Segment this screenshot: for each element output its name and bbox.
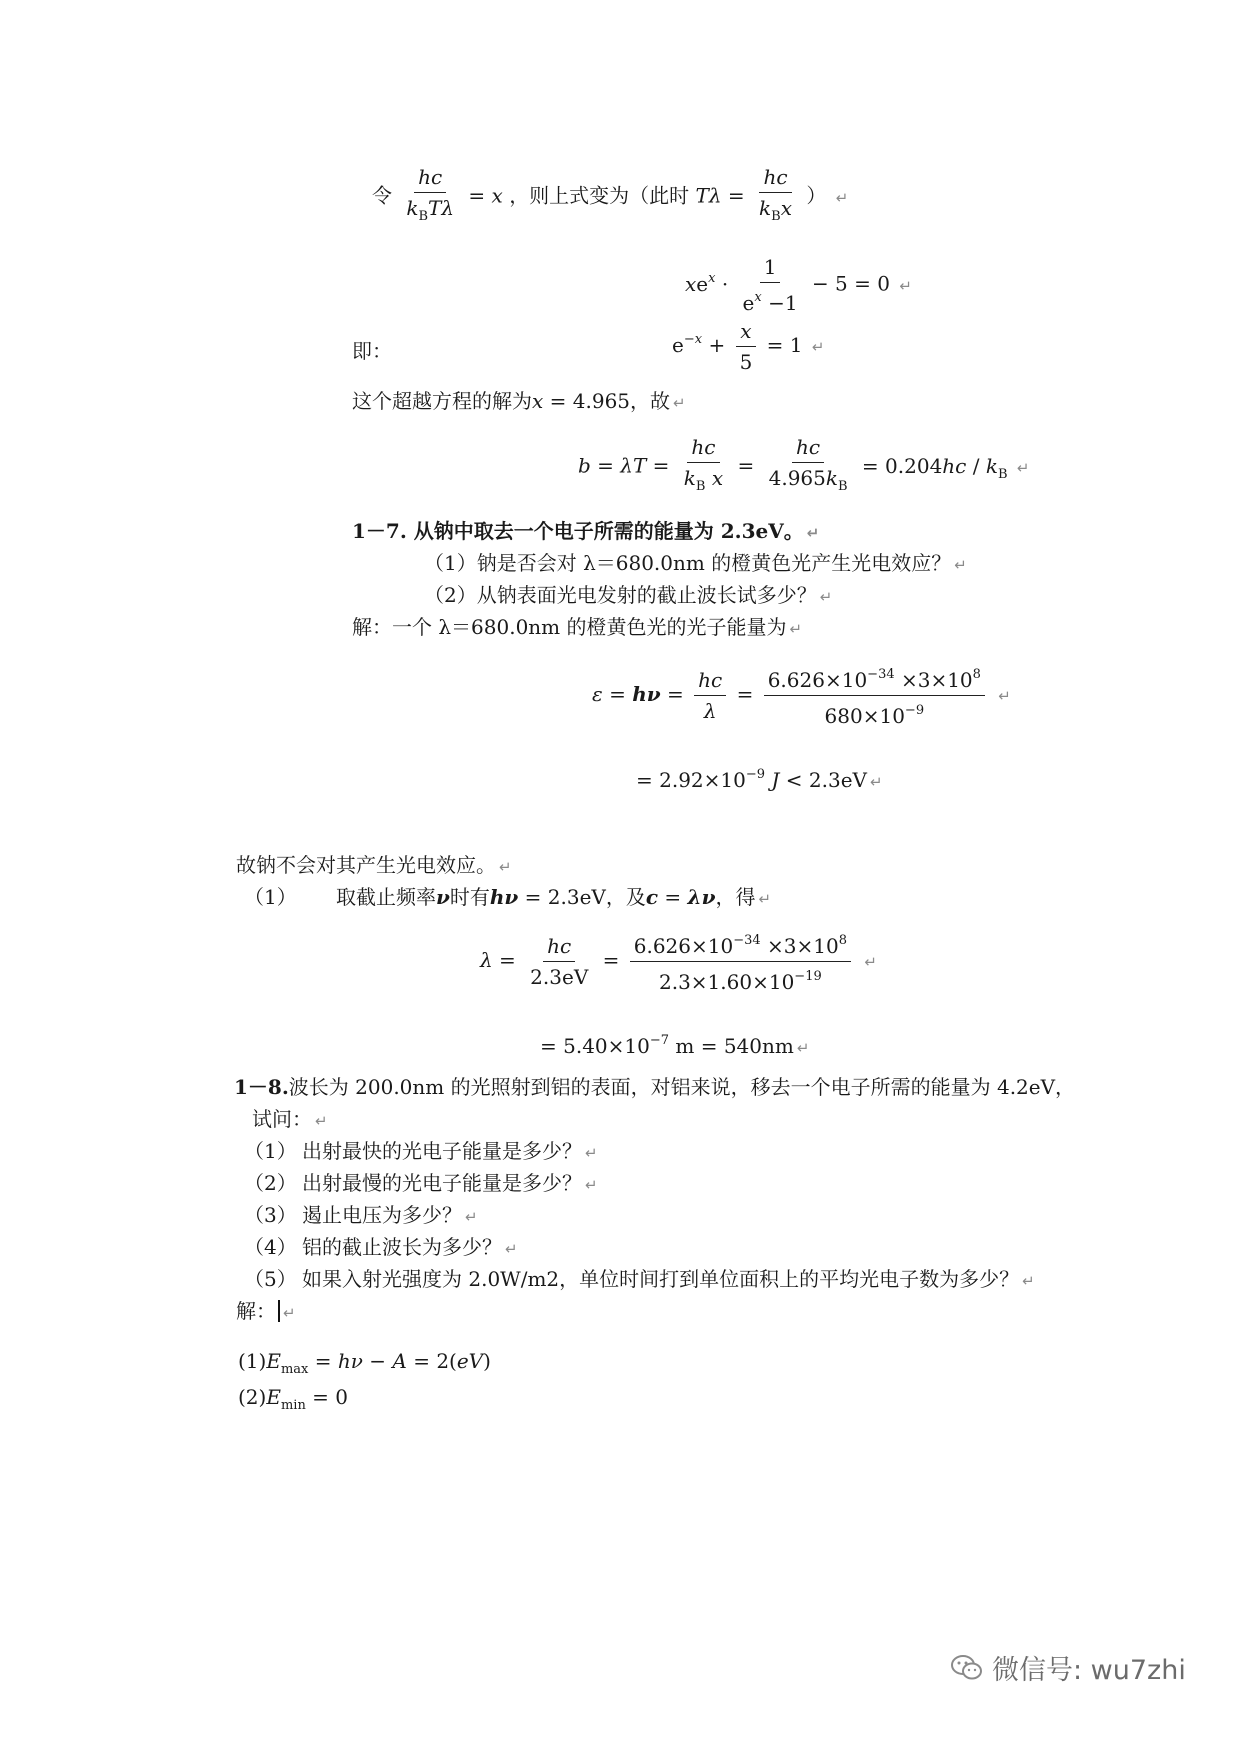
equation-simplified: $e^{-x}$ + $\frac{x}{5}$ = 1 ↵ <box>672 319 825 374</box>
answer-2: $(2)E_{min} = 0$ <box>238 1385 349 1413</box>
return-mark-icon: ↵ <box>864 953 877 971</box>
close-paren: ） <box>806 183 827 208</box>
answer-1: $(1)E_{max} = h\nu - A = 2(eV)$ <box>238 1349 491 1377</box>
problem-1-7-q2: （2）从钠表面光电发射的截止波长试多少？ ↵ <box>424 583 833 607</box>
return-mark-icon: ↵ <box>811 338 825 356</box>
frac-one-over-ex: $\frac{1}{e^x -1}$ <box>742 255 798 315</box>
problem-1-8-ask: 试问： ↵ <box>252 1107 328 1131</box>
watermark <box>950 1648 1186 1687</box>
part1-label: （1） <box>244 885 297 909</box>
equation-photon-energy: ε = hν = $\frac{hc}{\lambda}$ = $\frac{6.626\times 10^{-34} \times 3\times 10^8}{680\times 10^{-9}}$ ↵ <box>592 662 1011 729</box>
return-mark-icon: ↵ <box>998 687 1011 705</box>
problem-1-8-solution: 解： ↵ <box>236 1299 296 1323</box>
return-mark-icon: ↵ <box>899 276 912 295</box>
frac-hc-kbtl: $\frac{hc}{k_BT\lambda}$ <box>406 165 455 224</box>
equation-cutoff-wavelength: λ = $\frac{hc}{2.3eV}$ = $\frac{6.626\times 10^{-34} \times 3\times 10^8}{2.3\times 1.60\times 10^{-19}}$ ↵ <box>480 928 877 995</box>
question-label: （1） <box>244 1139 297 1163</box>
question-label: （4） <box>244 1235 297 1259</box>
problem-1-7-q1: （1）钠是否会对 λ＝680.0nm 的橙黄色光产生光电效应？ ↵ <box>424 551 967 575</box>
wechat-icon <box>950 1653 984 1683</box>
question-item: 如果入射光强度为 2.0W/m2，单位时间打到单位面积上的平均光电子数为多少？ ↵ <box>302 1267 1035 1291</box>
equation-energy-result: = $2.92\times 10^{-9}$ J < 2.3eV ↵ <box>636 767 883 792</box>
equation-transcendental: $xe^x$ · $\frac{1}{e^x -1}$ − 5 = 0 ↵ <box>685 255 912 315</box>
question-label: （3） <box>244 1203 297 1227</box>
question-label: （5） <box>244 1267 297 1291</box>
text-cursor <box>278 1300 280 1322</box>
then-text: ，则上式变为（此时 <box>509 183 690 208</box>
question-item: 铝的截止波长为多少？ ↵ <box>302 1235 518 1259</box>
conclusion-line: 故钠不会对其产生光电效应。 ↵ <box>236 853 512 877</box>
frac-x-over-5: $\frac{x}{5}$ <box>736 318 757 375</box>
ji-label: 即： <box>352 339 392 363</box>
substitution-line: 令 $\frac{hc}{k_BT\lambda}$ = x ，则上式变为（此时 Tλ = $\frac{hc}{k_Bx}$ ） ↵ <box>372 164 848 230</box>
watermark-text: 微信号: wu7zhi <box>992 1655 1186 1686</box>
equation-cutoff-result: = $5.40\times 10^{-7}$ m = 540nm ↵ <box>540 1033 810 1058</box>
problem-1-7-title: 1－7. 从钠中取去一个电子所需的能量为 2.3eV。 ↵ <box>352 519 820 543</box>
part1-line: 取截止频率ν时有hν = 2.3eV，及c = λν，得 ↵ <box>336 885 772 909</box>
solution-line: 这个超越方程的解为x = 4.965，故 ↵ <box>352 389 686 413</box>
return-mark-icon: ↵ <box>673 394 686 412</box>
ling-word: 令 <box>372 183 392 208</box>
frac-hc-kbx: $\frac{hc}{k_Bx}$ <box>759 165 793 224</box>
question-item: 出射最快的光电子能量是多少？ ↵ <box>302 1139 598 1163</box>
return-mark-icon: ↵ <box>1016 458 1030 477</box>
question-item: 遏止电压为多少？ ↵ <box>302 1203 478 1227</box>
question-item: 出射最慢的光电子能量是多少？ ↵ <box>302 1171 598 1195</box>
question-label: （2） <box>244 1171 297 1195</box>
problem-1-7-solution-intro: 解：一个 λ＝680.0nm 的橙黄色光的光子能量为 ↵ <box>352 615 803 639</box>
equation-wien-constant: b = λT = $\frac{hc}{k_B x}$ = $\frac{hc}{4.965k_B}$ = $0.204hc / k_B$ ↵ <box>578 435 1030 494</box>
problem-1-8-title: 1－8.波长为 200.0nm 的光照射到铝的表面，对铝来说，移去一个电子所需的能量为 4.2eV， <box>234 1075 1076 1099</box>
return-mark-icon: ↵ <box>835 188 849 207</box>
